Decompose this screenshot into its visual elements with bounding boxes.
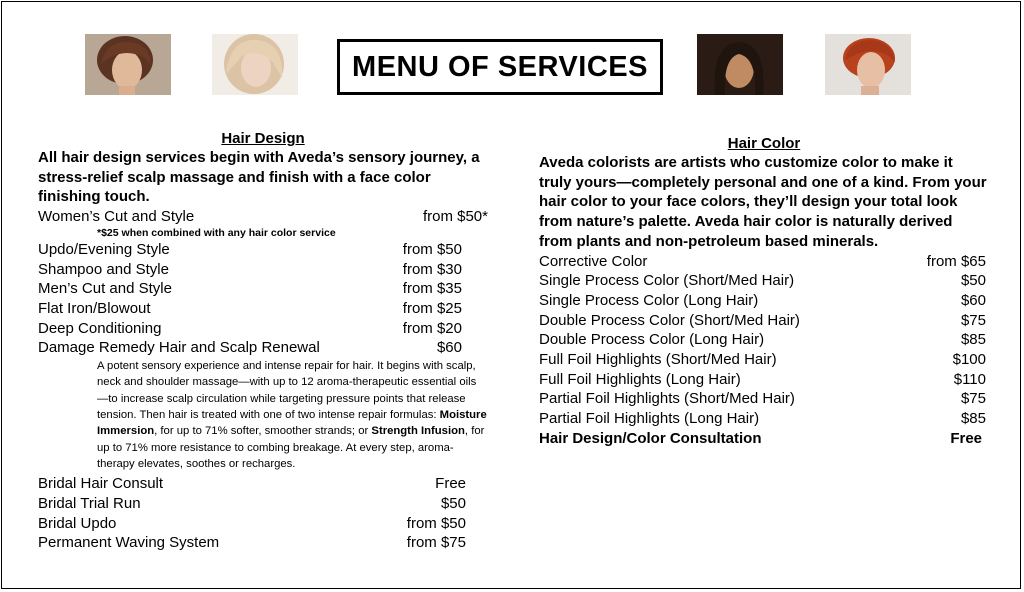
service-row [539, 409, 989, 429]
service-name: Bridal Hair Consult [38, 475, 164, 493]
service-name: Corrective Color [539, 252, 648, 270]
service-row [539, 311, 989, 331]
service-price: from $50 [406, 514, 466, 532]
service-row [38, 240, 488, 260]
service-row [539, 330, 989, 350]
page-title: MENU OF SERVICES [337, 39, 663, 95]
service-name: Bridal Updo [38, 514, 117, 532]
service-price: $85 [960, 331, 986, 349]
service-price: from $75 [406, 534, 466, 552]
service-name: Partial Foil Highlights (Long Hair) [539, 410, 760, 428]
service-row [38, 279, 488, 299]
hair-design-heading: Hair Design [221, 130, 305, 147]
service-name: Single Process Color (Long Hair) [539, 291, 759, 309]
service-name: Partial Foil Highlights (Short/Med Hair) [539, 390, 795, 408]
hair-color-intro: Aveda colorists are artists who customize color to make it truly yours—completely personal and one of a kind. From your hair color to your face colors, they’ll design your total look from nature’s palette. Aveda hair color is naturally derived from plants and non-petroleum based minerals. [539, 154, 987, 250]
service-price: $75 [960, 311, 986, 329]
service-name: Full Foil Highlights (Long Hair) [539, 370, 741, 388]
service-row [38, 299, 488, 319]
service-row [539, 350, 989, 370]
service-price: $50 [440, 494, 466, 512]
service-price: $100 [952, 351, 986, 369]
service-name: Flat Iron/Blowout [38, 299, 151, 317]
moisture-immersion-label: Moisture Immersion [97, 408, 487, 438]
service-row [38, 494, 488, 514]
woman-bob-hair-photo [85, 34, 171, 95]
strength-infusion-label: Strength Infusion [371, 425, 465, 438]
service-price: from $65 [926, 252, 986, 270]
service-row [539, 271, 989, 291]
service-price: $50 [960, 272, 986, 290]
service-price: $110 [953, 370, 986, 388]
service-price: from $20 [402, 319, 462, 337]
service-price: from $25 [402, 299, 462, 317]
service-row [38, 533, 488, 553]
service-name: Damage Remedy Hair and Scalp Renewal [38, 339, 320, 357]
discount-note: *$25 when combined with any hair color service [97, 226, 336, 239]
service-row [539, 291, 989, 311]
service-row [539, 389, 989, 409]
service-name: Deep Conditioning [38, 319, 162, 337]
service-price: $60 [436, 339, 462, 357]
service-name: Hair Design/Color Consultation [539, 429, 762, 447]
service-row [38, 514, 488, 534]
damage-remedy-description: A potent sensory experience and intense repair for hair. It begins with scalp, neck and shoulder massage—with up to 12 aroma-therapeutic essential oils—to increase scalp circulation while targeting pressure points that release tension. Then hair is treated with one of two intense repair formulas: Moisture Immersion, for up to 71% softer, smoother strands; or Strength Infusion, for up to 71% more resistance to combing breakage. At every step, aroma-therapy elevates, soothes or recharges. [97, 360, 487, 470]
service-name: Bridal Trial Run [38, 494, 141, 512]
service-name: Single Process Color (Short/Med Hair) [539, 272, 795, 290]
service-row [38, 319, 488, 339]
service-name: Double Process Color (Long Hair) [539, 331, 765, 349]
service-row [539, 252, 989, 272]
hair-color-heading: Hair Color [727, 135, 801, 152]
woman-red-hair-photo [825, 34, 911, 95]
service-price: $60 [960, 291, 986, 309]
service-row [38, 338, 488, 358]
service-price: from $50 [402, 240, 462, 258]
service-name: Double Process Color (Short/Med Hair) [539, 311, 800, 329]
service-name: Men’s Cut and Style [38, 280, 172, 298]
woman-blonde-hair-photo [212, 34, 298, 95]
service-name: Updo/Evening Style [38, 240, 170, 258]
service-row [38, 260, 488, 280]
service-name: Shampoo and Style [38, 260, 169, 278]
service-price: $85 [960, 410, 986, 428]
service-name: Women’s Cut and Style [38, 208, 195, 226]
service-price: $75 [960, 390, 986, 408]
service-price: from $30 [402, 260, 462, 278]
consultation-row [539, 429, 989, 449]
service-price: from $50* [422, 208, 488, 226]
woman-dark-hair-photo [697, 34, 783, 95]
service-row [38, 207, 488, 227]
service-price: from $35 [402, 280, 462, 298]
service-price: Free [435, 475, 466, 493]
service-name: Full Foil Highlights (Short/Med Hair) [539, 351, 777, 369]
service-row [539, 370, 989, 390]
hair-design-section [38, 130, 488, 553]
service-price: Free [950, 429, 982, 447]
hair-design-intro: All hair design services begin with Aveda’s sensory journey, a stress-relief scalp massage and finish with a face color finishing touch. [38, 149, 480, 206]
service-row [38, 474, 488, 494]
service-name: Permanent Waving System [38, 534, 220, 552]
hair-color-section [539, 135, 989, 449]
